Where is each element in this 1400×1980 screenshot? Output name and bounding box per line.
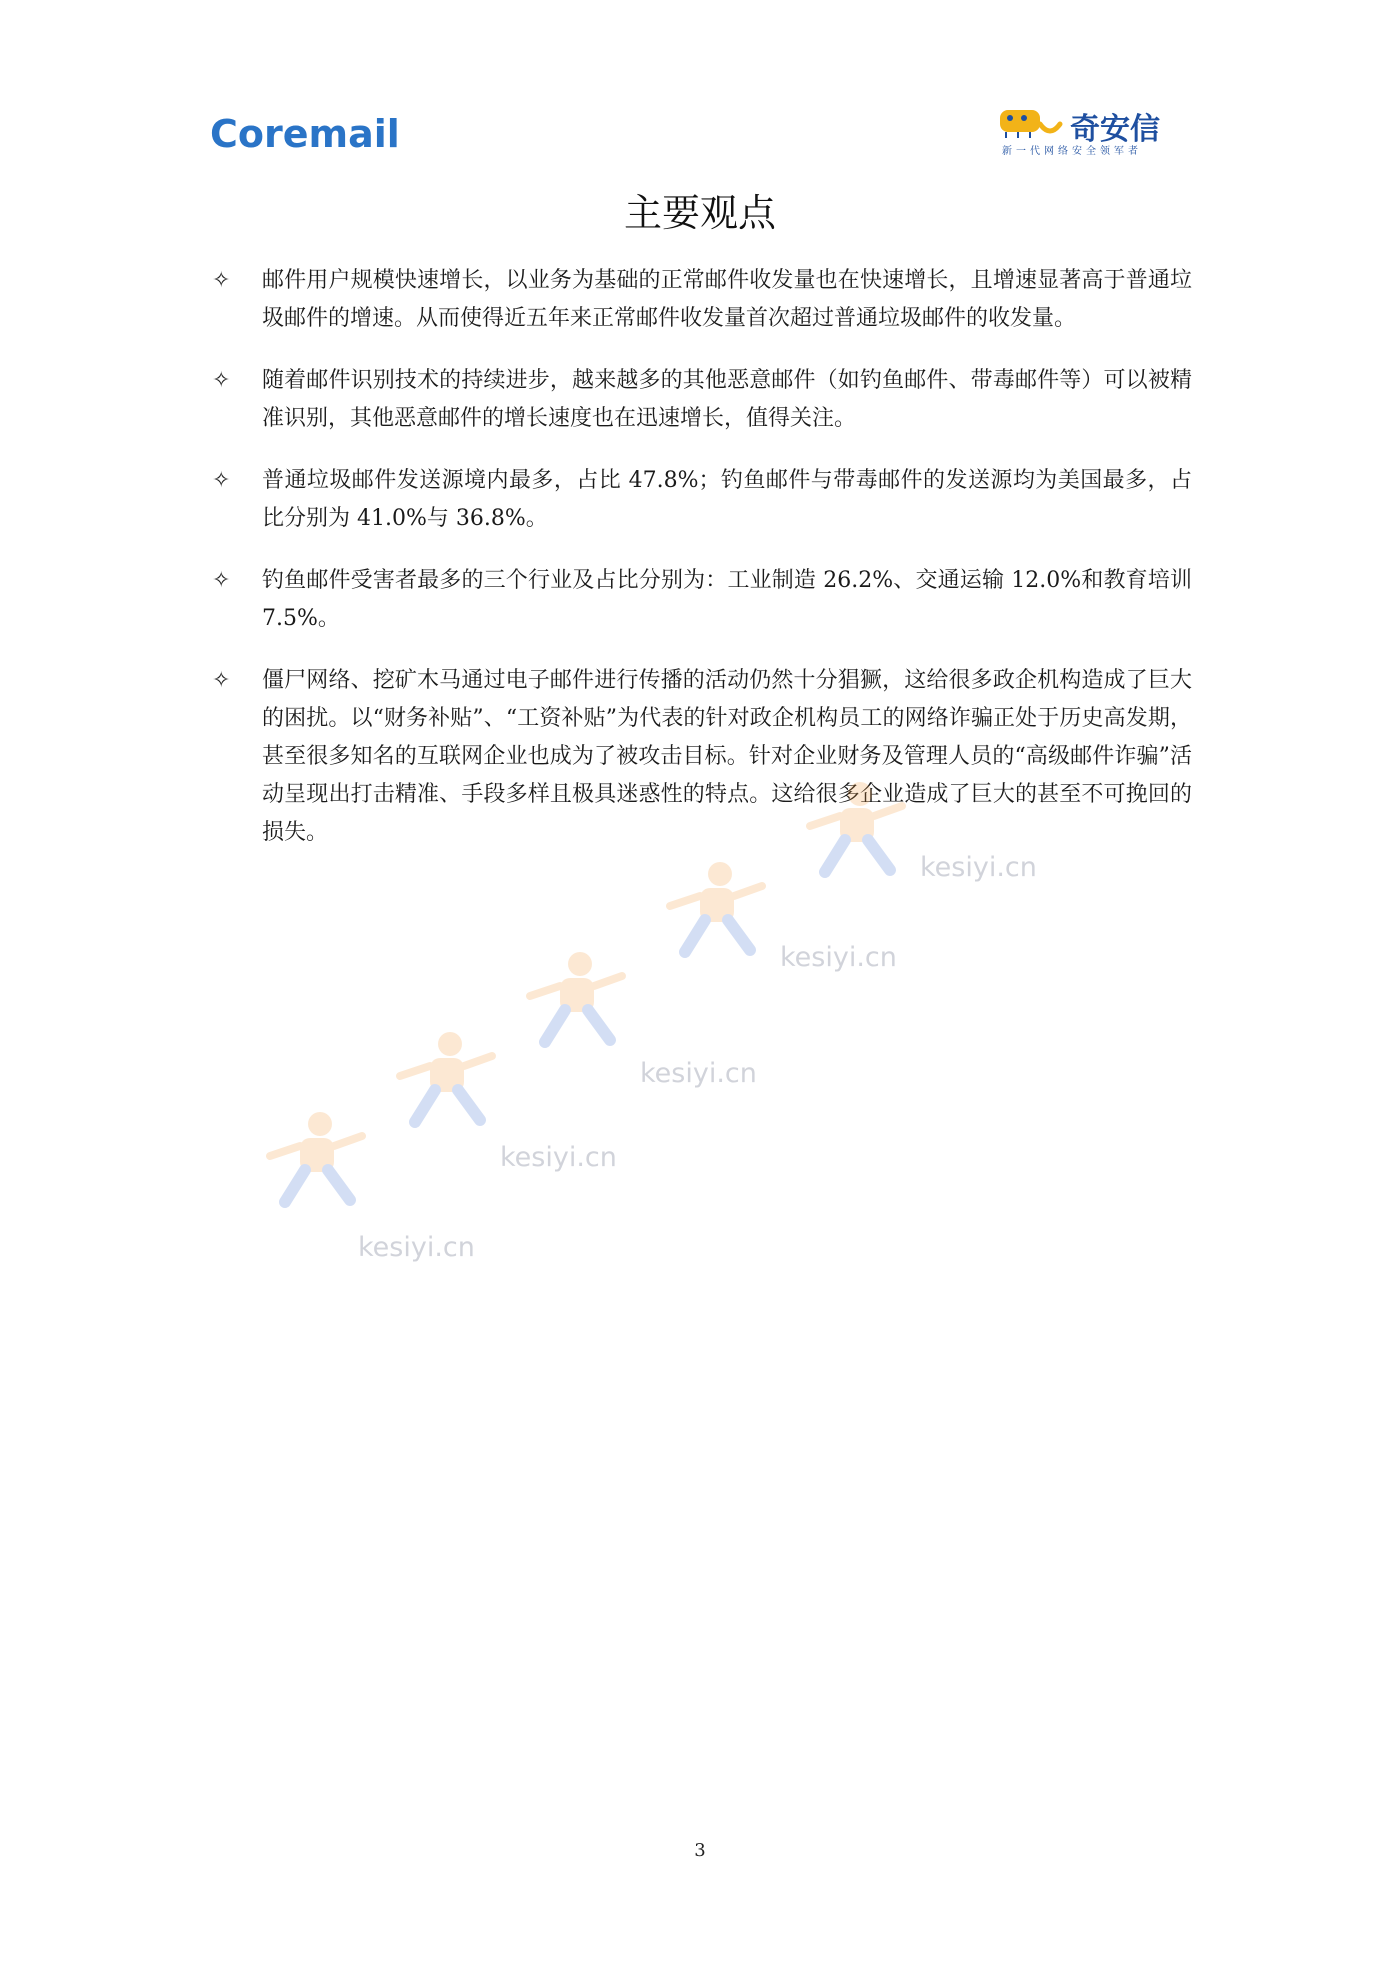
- watermark-text: kesiyi.cn: [640, 1058, 757, 1089]
- key-point-text: 僵尸网络、挖矿木马通过电子邮件进行传播的活动仍然十分猖獗，这给很多政企机构造成了巨大的困扰。以“财务补贴”、“工资补贴”为代表的针对政企机构员工的网络诈骗正处于历史高发期，甚至很多知名的互联网企业也成为了被攻击目标。针对企业财务及管理人员的“高级邮件诈骗”活动呈现出打击精准、手段多样且极具迷惑性的特点。这给很多企业造成了巨大的甚至不可挽回的损失。: [262, 668, 1192, 845]
- key-point-text: 钓鱼邮件受害者最多的三个行业及占比分别为：工业制造 26.2%、交通运输 12.0%和教育培训 7.5%。: [262, 568, 1192, 631]
- watermark-runner-icon: [650, 860, 780, 970]
- qianxin-mascot-icon: [998, 104, 1066, 140]
- key-points-list: [212, 262, 1192, 876]
- diamond-bullet-icon: ✧: [212, 668, 231, 693]
- diamond-bullet-icon: ✧: [212, 468, 231, 493]
- watermark-runner-icon: [790, 780, 920, 890]
- key-point-3: [212, 462, 1192, 538]
- key-point-4: [212, 562, 1192, 638]
- watermark-text: kesiyi.cn: [500, 1142, 617, 1173]
- key-point-5: [212, 662, 1192, 852]
- diamond-bullet-icon: ✧: [212, 568, 231, 593]
- key-point-2: [212, 362, 1192, 438]
- key-point-1: [212, 262, 1192, 338]
- qianxin-logo: [998, 100, 1168, 158]
- watermark-text: kesiyi.cn: [358, 1232, 475, 1263]
- diamond-bullet-icon: ✧: [212, 268, 231, 293]
- qianxin-logo-slogan: 新一代网络安全领军者: [1002, 146, 1142, 157]
- key-point-text: 普通垃圾邮件发送源境内最多，占比 47.8%；钓鱼邮件与带毒邮件的发送源均为美国最多，占比分别为 41.0%与 36.8%。: [262, 468, 1192, 531]
- page-title: 主要观点: [623, 191, 776, 235]
- key-point-text: 随着邮件识别技术的持续进步，越来越多的其他恶意邮件（如钓鱼邮件、带毒邮件等）可以被精准识别，其他恶意邮件的增长速度也在迅速增长，值得关注。: [262, 368, 1192, 431]
- coremail-logo: Coremail: [210, 112, 400, 156]
- watermark-text: kesiyi.cn: [780, 942, 897, 973]
- watermark-runner-icon: [380, 1030, 510, 1140]
- watermark-runner-icon: [250, 1110, 380, 1220]
- watermark-text: kesiyi.cn: [920, 852, 1037, 883]
- diamond-bullet-icon: ✧: [212, 368, 231, 393]
- page-number: 3: [694, 1840, 706, 1861]
- key-point-text: 邮件用户规模快速增长，以业务为基础的正常邮件收发量也在快速增长，且增速显著高于普通垃圾邮件的增速。从而使得近五年来正常邮件收发量首次超过普通垃圾邮件的收发量。: [262, 268, 1192, 331]
- qianxin-logo-name: 奇安信: [1070, 112, 1160, 147]
- watermark-runner-icon: [510, 950, 640, 1060]
